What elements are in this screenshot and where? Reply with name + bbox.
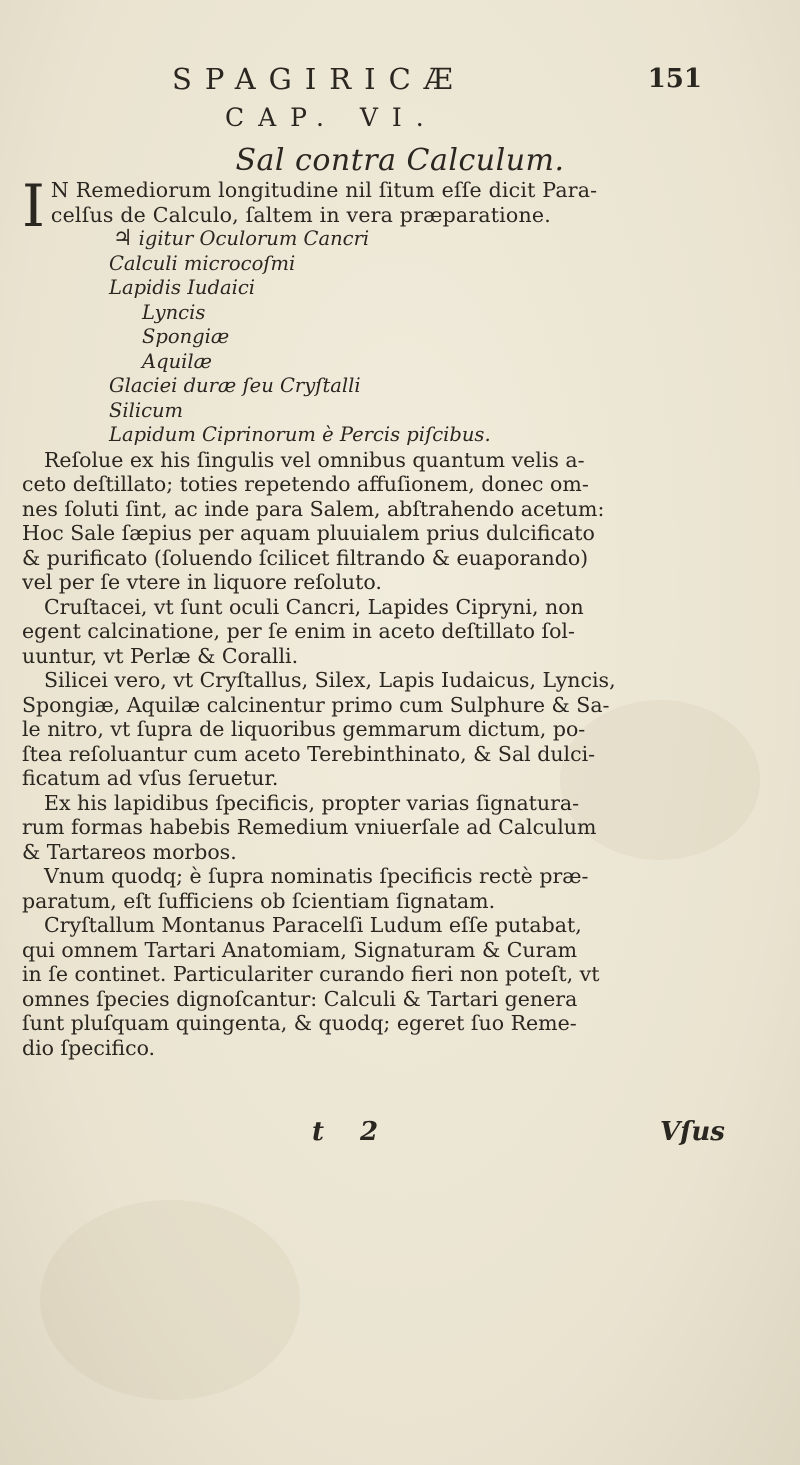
recipe-item: Spongiæ	[142, 325, 230, 348]
chapter-heading: CAP. VI.	[225, 103, 438, 132]
text-line: Ex his lapidibus ſpecificis, propter varias ſignatura-	[44, 790, 580, 815]
text-line: & Tartareos morbos.	[22, 839, 237, 864]
text-line: rum formas habebis Remedium vniuerſale ad Calculum	[22, 815, 597, 839]
recipe-item: Aquilæ	[142, 349, 212, 373]
signature-mark: t	[312, 1117, 325, 1147]
text-line: vel per ſe vtere in liquore reſoluto.	[22, 570, 382, 594]
text-line: ſunt pluſquam quingenta, & quodq; egeret ſuo Reme-	[22, 1011, 577, 1035]
paragraph	[22, 864, 792, 913]
page-footer	[0, 1117, 800, 1157]
section-title: Sal contra Calculum.	[235, 143, 565, 178]
text-line: paratum, eſt ſufficiens ob ſcientiam ſignatam.	[22, 888, 496, 913]
text-line: Cruſtacei, vt ſunt oculi Cancri, Lapides Cipryni, non	[44, 594, 584, 619]
text-line: in ſe continet. Particulariter curando fieri non poteſt, vt	[22, 962, 600, 986]
text-line: Hoc Sale ſæpius per aquam pluuialem prius dulcificato	[22, 521, 595, 545]
paragraph	[22, 913, 792, 1060]
paragraph	[22, 448, 792, 595]
text-line: egent calcinatione, per ſe enim in aceto deſtillato ſol-	[22, 619, 575, 643]
text-line: Reſolue ex his ſingulis vel omnibus quantum velis a-	[44, 447, 585, 472]
text-line: & purificato (ſoluendo ſcilicet filtrando & euaporando)	[22, 545, 589, 570]
jupiter-symbol-icon: ♃	[112, 227, 133, 251]
text-line: le nitro, vt ſupra de liquoribus gemmarum dictum, po-	[22, 717, 586, 741]
text-line: uuntur, vt Perlæ & Coralli.	[22, 643, 299, 668]
text-line: dio ſpecifico.	[22, 1035, 156, 1060]
text-line: Cryſtallum Montanus Paracelſi Ludum eſſe putabat,	[44, 913, 582, 937]
text-line: nes ſoluti ſint, ac inde para Salem, abſtrahendo acetum:	[22, 496, 605, 521]
text-line: ceto deſtillato; toties repetendo affuſionem, donec om-	[22, 472, 589, 496]
catchword: Vſus	[660, 1117, 725, 1147]
recipe-list	[22, 227, 792, 448]
signature-mark: 2	[360, 1117, 379, 1147]
running-head	[172, 62, 702, 102]
page-number: 151	[647, 64, 702, 94]
recipe-item: Silicum	[109, 398, 184, 422]
recipe-item: Glaciei duræ ſeu Cryſtalli	[109, 374, 361, 397]
paper-stain	[40, 1200, 300, 1400]
body-text	[22, 172, 792, 1060]
text-line: ficatum ad vſus ſeruetur.	[22, 766, 279, 790]
text-line: omnes ſpecies dignoſcantur: Calculi & Tartari genera	[22, 986, 578, 1011]
recipe-item: Lyncis	[142, 300, 206, 324]
text-line: qui omnem Tartari Anatomiam, Signaturam & Curam	[22, 937, 578, 962]
text-line: celſus de Calculo, ſaltem in vera præparatione.	[50, 202, 551, 227]
text-line: Vnum quodq; è ſupra nominatis ſpecificis rectè præ-	[44, 864, 589, 888]
text-line: Silicei vero, vt Cryſtallus, Silex, Lapis Iudaicus, Lyncis,	[44, 668, 616, 692]
recipe-item: ♃ igitur Oculorum Cancri	[112, 227, 370, 251]
recipe-item: Calculi microcoſmi	[109, 251, 296, 275]
text-line: Spongiæ, Aquilæ calcinentur primo cum Sulphure & Sa-	[22, 692, 610, 717]
recipe-item: Lapidis Iudaici	[109, 276, 255, 299]
paragraph	[22, 791, 792, 865]
drop-cap: I	[22, 172, 45, 240]
paragraph	[22, 668, 792, 791]
text-line: ſtea reſoluantur cum aceto Terebinthinato, & Sal dulci-	[22, 741, 596, 766]
recipe-item: Lapidum Ciprinorum è Percis piſcibus.	[109, 423, 491, 446]
running-title: SPAGIRICÆ	[172, 62, 466, 96]
text-line: N Remediorum longitudine nil ſitum eſſe dicit Para-	[50, 178, 598, 202]
paragraph	[22, 595, 792, 669]
